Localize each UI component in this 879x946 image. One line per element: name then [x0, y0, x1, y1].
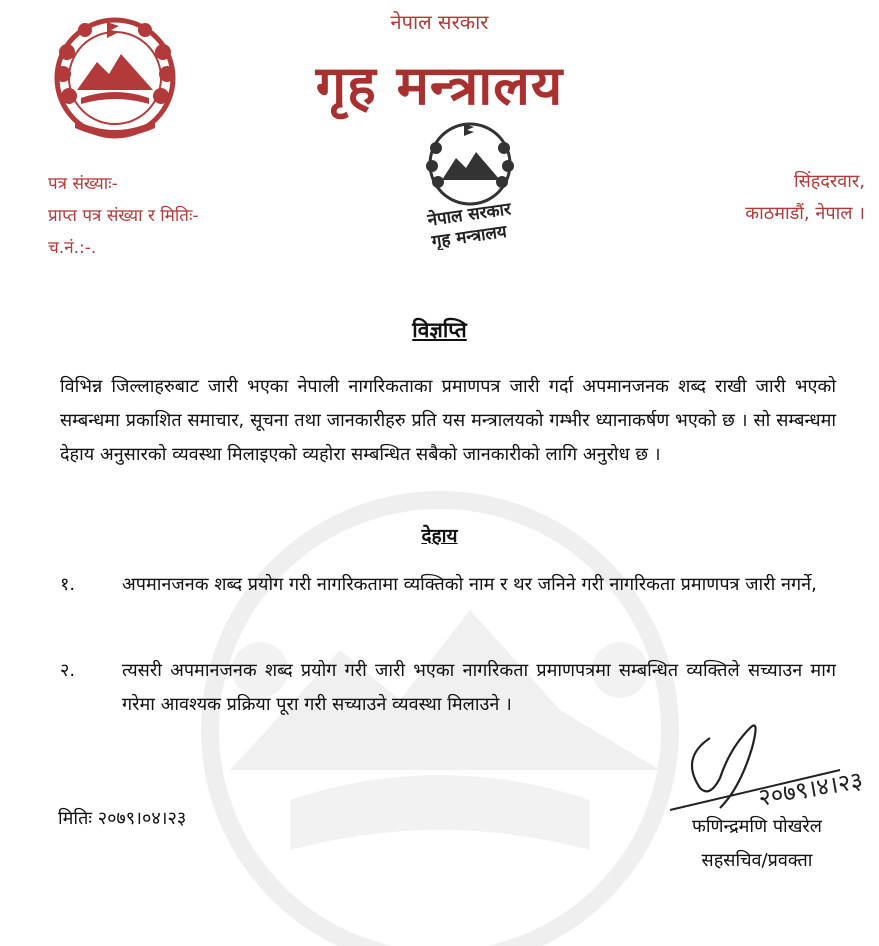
- list-item-number: १.: [60, 574, 76, 595]
- signer-title: सहसचिव/प्रवक्ता: [701, 850, 813, 871]
- government-name: नेपाल सरकार: [390, 10, 489, 34]
- signature-date-note: २०७९।४।२३: [756, 766, 866, 812]
- address-line-2: काठमाडौं, नेपाल ।: [745, 203, 865, 224]
- address-block: [745, 166, 865, 230]
- list-item-number: २.: [60, 660, 76, 681]
- emblem-text-line2: गृह मन्त्रालय: [430, 221, 509, 250]
- address-line-1: सिंहदरवार,: [793, 171, 865, 192]
- list-item-text: त्यसरी अपमानजनक शब्द प्रयोग गरी जारी भएका नागरिकता प्रमाणपत्रमा सम्बन्धित व्यक्तिले सच्याउन माग गरेमा आवश्यक प्रक्रिया पूरा गरी सच्याउने व्यवस्था मिलाउने ।: [122, 660, 836, 715]
- notice-title: विज्ञप्ति: [412, 318, 467, 342]
- list-item: [60, 654, 836, 722]
- reference-block: [48, 168, 199, 264]
- handwritten-signature: [640, 718, 870, 828]
- notice-paragraph: विभिन्न जिल्लाहरुबाट जारी भएका नेपाली नागरिकताका प्रमाणपत्र जारी गर्दा अपमानजनक शब्द राखी जारी भएको सम्बन्धमा प्रकाशित समाचार, सूचना तथा जानकारीहरु प्रति यस मन्त्रालयको गम्भीर ध्यानाकर्षण भएको छ । सो सम्बन्धमा देहाय अनुसारको व्यवस्था मिलाइएको व्यहोरा सम्बन्धित सबैको जानकारीको लागि अनुरोध छ ।: [60, 376, 836, 465]
- letter-number-label: पत्र संख्याः-: [48, 174, 118, 194]
- list-item-text: अपमानजनक शब्द प्रयोग गरी नागरिकतामा व्यक्तिको नाम र थर जनिने गरी नागरिकता प्रमाणपत्र जारी नगर्ने,: [122, 574, 817, 595]
- ministry-title: गृह मन्त्रालय: [315, 54, 564, 117]
- dispatch-number-label: च.नं.:-.: [48, 238, 97, 258]
- signer-name: फणिन्द्रमणि पोखरेल: [691, 816, 822, 837]
- ministry-seal: [400, 118, 540, 250]
- list-item: [60, 568, 836, 602]
- notice-subtitle: देहाय: [421, 525, 458, 547]
- ministry-emblem-icon: [400, 118, 540, 250]
- received-letter-label: प्राप्त पत्र संख्या र मितिः-: [48, 206, 199, 226]
- emblem-text-line1: नेपाल सरकार: [426, 199, 513, 231]
- notice-date: मितिः २०७९।०४।२३: [58, 808, 187, 829]
